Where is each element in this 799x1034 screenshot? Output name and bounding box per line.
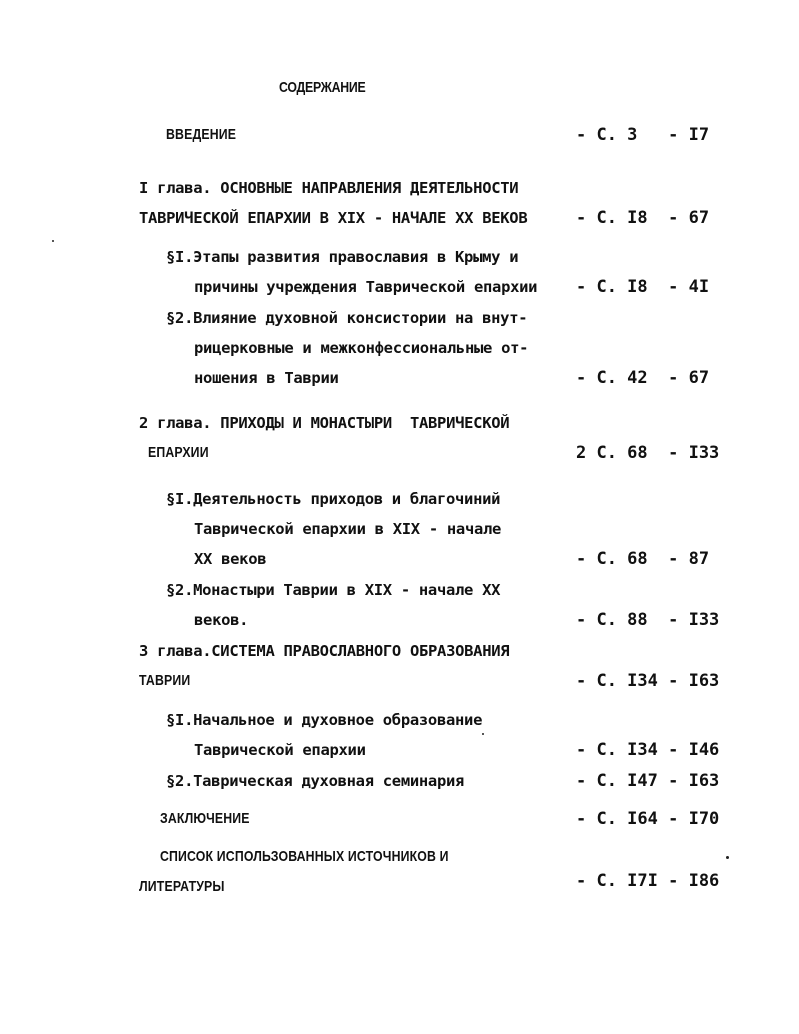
toc-pages-section-1-2: - С. 42 - 67 xyxy=(576,368,710,388)
toc-pages-introduction: - С. 3 - I7 xyxy=(576,125,710,145)
toc-pages-section-2-1: - С. 68 - 87 xyxy=(576,549,710,569)
toc-pages-section-2-2: - С. 88 - I33 xyxy=(576,610,720,630)
toc-section-1-2-line-2: рицерковные и межконфессиональные от- xyxy=(194,339,529,357)
toc-entry-conclusion: ЗАКЛЮЧЕНИЕ xyxy=(160,810,250,827)
toc-chapter-1-line-2: ТАВРИЧЕСКОЙ ЕПАРХИИ В XIX - НАЧАЛЕ XX ВЕКОВ xyxy=(139,209,528,227)
toc-pages-references: - С. I7I - I86 xyxy=(576,871,720,891)
page-title: СОДЕРЖАНИЕ xyxy=(279,79,366,96)
toc-pages-conclusion: - С. I64 - I70 xyxy=(576,809,720,829)
toc-section-2-2-line-1: §2.Монастыри Таврии в XIX - начале XX xyxy=(166,581,501,599)
toc-chapter-2-line-1: 2 глава. ПРИХОДЫ И МОНАСТЫРИ ТАВРИЧЕСКОЙ xyxy=(139,414,510,432)
toc-chapter-3-line-1: 3 глава.СИСТЕМА ПРАВОСЛАВНОГО ОБРАЗОВАНИЯ xyxy=(139,642,510,660)
scan-speck xyxy=(52,240,54,242)
toc-chapter-3-line-2: ТАВРИИ xyxy=(139,672,191,689)
toc-pages-section-3-1: - С. I34 - I46 xyxy=(576,740,720,760)
toc-section-3-2-line-1: §2.Таврическая духовная семинария xyxy=(166,772,465,790)
toc-entry-introduction: ВВЕДЕНИЕ xyxy=(166,126,237,143)
scan-speck xyxy=(726,856,729,859)
toc-section-3-1-line-1: §I.Начальное и духовное образование xyxy=(166,711,483,729)
toc-section-1-1-line-1: §I.Этапы развития православия в Крыму и xyxy=(166,248,519,266)
toc-section-3-1-line-2: Таврической епархии xyxy=(194,741,366,759)
toc-entry-references-line-2: ЛИТЕРАТУРЫ xyxy=(139,878,225,895)
toc-section-2-1-line-1: §I.Деятельность приходов и благочиний xyxy=(166,490,501,508)
toc-pages-chapter-2: 2 С. 68 - I33 xyxy=(576,443,720,463)
toc-pages-chapter-3: - С. I34 - I63 xyxy=(576,671,720,691)
toc-section-1-2-line-1: §2.Влияние духовной консистории на внут- xyxy=(166,309,528,327)
toc-section-2-2-line-2: веков. xyxy=(194,611,249,629)
toc-pages-section-1-1: - С. I8 - 4I xyxy=(576,277,710,297)
toc-entry-references-line-1: СПИСОК ИСПОЛЬЗОВАННЫХ ИСТОЧНИКОВ И xyxy=(160,848,449,865)
toc-section-1-2-line-3: ношения в Таврии xyxy=(194,369,339,387)
toc-pages-chapter-1: - С. I8 - 67 xyxy=(576,208,710,228)
toc-section-2-1-line-2: Таврической епархии в XIX - начале xyxy=(194,520,502,538)
toc-chapter-2-line-2: ЕПАРХИИ xyxy=(148,444,209,461)
toc-section-1-1-line-2: причины учреждения Таврической епархии xyxy=(194,278,538,296)
toc-chapter-1-line-1: I глава. ОСНОВНЫЕ НАПРАВЛЕНИЯ ДЕЯТЕЛЬНОСТИ xyxy=(139,179,519,197)
toc-pages-section-3-2: - С. I47 - I63 xyxy=(576,771,720,791)
toc-section-2-1-line-3: XX веков xyxy=(194,550,267,568)
scan-speck xyxy=(482,733,484,735)
